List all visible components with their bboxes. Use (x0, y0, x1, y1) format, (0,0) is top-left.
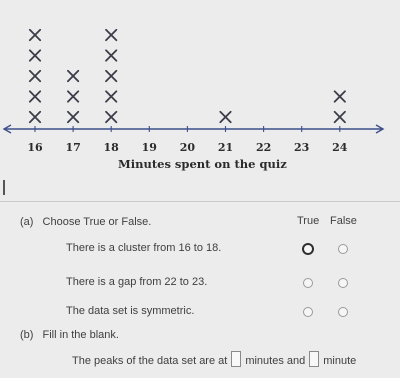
x-axis-title: Minutes spent on the quiz (118, 157, 287, 171)
x-mark (106, 91, 116, 101)
text-cursor (3, 180, 5, 195)
part-a-label: (a) (20, 216, 34, 228)
x-mark (30, 30, 40, 40)
statement-1: There is a cluster from 16 to 18. (66, 242, 222, 254)
x-mark (68, 71, 78, 81)
x-tick-label: 23 (294, 141, 310, 154)
peak-1-input[interactable] (231, 351, 241, 367)
part-b-label: (b) (20, 329, 34, 341)
part-a-heading (20, 216, 151, 228)
statement-1-false-radio[interactable] (338, 244, 348, 254)
x-mark (68, 112, 78, 122)
dot-plot (0, 0, 400, 175)
x-mark (335, 112, 345, 122)
statement-1-true-radio[interactable] (302, 243, 314, 255)
x-mark (106, 50, 116, 60)
x-mark (30, 112, 40, 122)
sentence-start: The peaks of the data set are at (72, 355, 228, 367)
fill-blank-sentence (72, 351, 356, 367)
x-tick-label: 16 (27, 141, 43, 154)
false-column-header: False (330, 215, 357, 227)
x-mark (68, 91, 78, 101)
part-a-prompt: Choose True or False. (42, 216, 152, 228)
x-tick-label: 20 (179, 141, 196, 154)
statement-2-true-radio[interactable] (303, 278, 313, 288)
x-mark (30, 91, 40, 101)
x-tick-label: 24 (332, 141, 348, 154)
x-tick-label: 21 (217, 141, 234, 154)
x-mark (106, 30, 116, 40)
statement-3-false-radio[interactable] (338, 307, 348, 317)
unit-1-label: minutes and (245, 355, 306, 367)
true-column-header: True (297, 215, 320, 227)
x-tick-label: 18 (103, 141, 119, 154)
x-tick-label: 19 (141, 141, 157, 154)
unit-2-label: minute (323, 355, 357, 367)
x-mark (106, 112, 116, 122)
part-b-prompt: Fill in the blank. (42, 329, 119, 341)
part-b-heading (20, 329, 119, 341)
statement-3: The data set is symmetric. (66, 305, 195, 317)
x-mark (30, 50, 40, 60)
x-mark (106, 71, 116, 81)
dot-plot-svg (0, 0, 400, 175)
statement-2-false-radio[interactable] (338, 278, 348, 288)
x-tick-label: 22 (255, 141, 272, 154)
x-mark (220, 112, 230, 122)
statement-3-true-radio[interactable] (303, 307, 313, 317)
x-mark (335, 91, 345, 101)
x-mark (30, 71, 40, 81)
x-tick-label: 17 (65, 141, 81, 154)
statement-2: There is a gap from 22 to 23. (66, 276, 208, 288)
peak-2-input[interactable] (309, 351, 319, 367)
section-divider (0, 201, 400, 202)
